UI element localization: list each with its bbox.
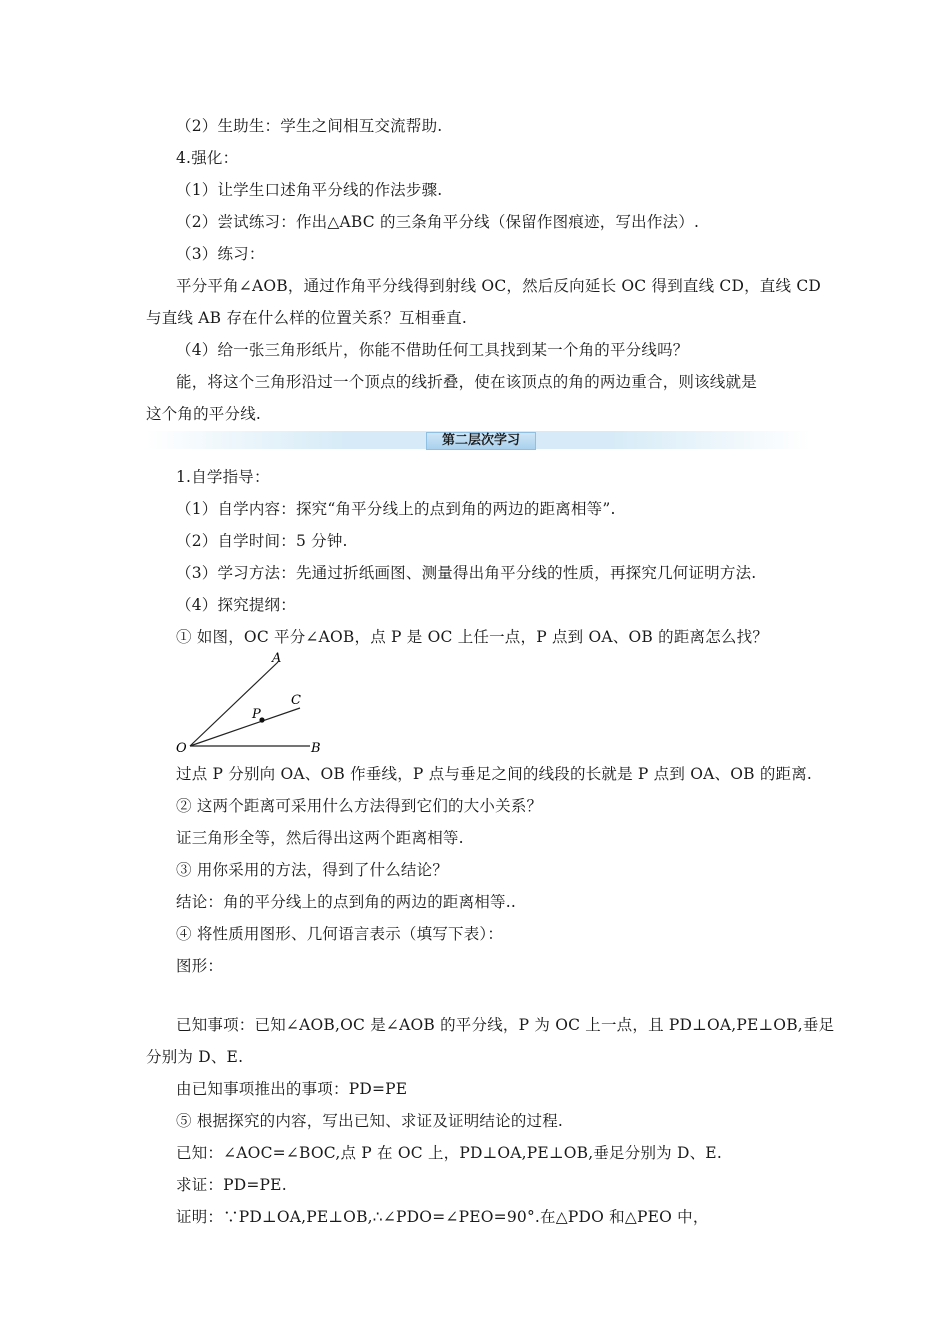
- text-line: 这个角的平分线.: [146, 405, 262, 423]
- section-title: 第二层次学习: [426, 432, 536, 450]
- label-c: C: [291, 693, 301, 708]
- angle-bisector-figure: [170, 648, 340, 758]
- text-line: 求证：PD=PE.: [176, 1176, 287, 1194]
- ray-oa: [190, 662, 278, 746]
- text-line: （1）自学内容：探究“角平分线上的点到角的两边的距离相等”.: [176, 500, 616, 518]
- text-line: （1）让学生口述角平分线的作法步骤.: [176, 181, 443, 199]
- text-line: ① 如图，OC 平分∠AOB，点 P 是 OC 上任一点，P 点到 OA、OB 的距离怎么找？: [176, 628, 769, 646]
- text-line: 已知：∠AOC=∠BOC,点 P 在 OC 上，PD⊥OA,PE⊥OB,垂足分别为 D、E.: [176, 1144, 722, 1162]
- text-line: 证明：∵PD⊥OA,PE⊥OB,∴∠PDO=∠PEO=90°.在△PDO 和△PEO 中，: [176, 1208, 709, 1226]
- label-o: O: [176, 741, 187, 756]
- label-b: B: [311, 741, 321, 756]
- label-a: A: [272, 651, 282, 666]
- text-line: （2）自学时间：5 分钟.: [176, 532, 348, 550]
- ray-oc: [190, 708, 300, 746]
- text-line: 过点 P 分别向 OA、OB 作垂线，P 点与垂足之间的线段的长就是 P 点到 OA、OB 的距离.: [176, 765, 813, 783]
- text-line: （4）给一张三角形纸片，你能不借助任何工具找到某一个角的平分线吗？: [176, 341, 689, 359]
- text-line: 证三角形全等，然后得出这两个距离相等.: [176, 829, 464, 847]
- text-line: 1.自学指导：: [176, 468, 270, 486]
- text-line: ⑤ 根据探究的内容，写出已知、求证及证明结论的过程.: [176, 1112, 564, 1130]
- text-line: ④ 将性质用图形、几何语言表示（填写下表）：: [176, 925, 504, 943]
- text-line: （2）生助生：学生之间相互交流帮助.: [176, 117, 443, 135]
- text-line: 已知事项：已知∠AOB,OC 是∠AOB 的平分线，P 为 OC 上一点，且 PD⊥OA,PE⊥OB,垂足: [176, 1016, 835, 1034]
- text-line: （3）练习：: [176, 245, 265, 263]
- text-line: 能，将这个三角形沿过一个顶点的线折叠，使在该顶点的角的两边重合，则该线就是: [176, 373, 757, 391]
- text-line: （3）学习方法：先通过折纸画图、测量得出角平分线的性质，再探究几何证明方法.: [176, 564, 757, 582]
- text-line: 图形：: [176, 957, 224, 975]
- text-line: 分别为 D、E.: [146, 1048, 244, 1066]
- text-line: 4.强化：: [176, 149, 239, 167]
- text-line: 与直线 AB 存在什么样的位置关系？互相垂直.: [146, 309, 467, 327]
- text-line: 由已知事项推出的事项：PD=PE: [176, 1080, 408, 1098]
- text-line: ② 这两个距离可采用什么方法得到它们的大小关系？: [176, 797, 543, 815]
- text-line: （4）探究提纲：: [176, 596, 296, 614]
- text-line: 结论：角的平分线上的点到角的两边的距离相等..: [176, 893, 516, 911]
- text-line: 平分平角∠AOB，通过作角平分线得到射线 OC，然后反向延长 OC 得到直线 CD，直线 CD: [176, 277, 822, 295]
- text-line: （2）尝试练习：作出△ABC 的三条角平分线（保留作图痕迹，写出作法）.: [176, 213, 700, 231]
- label-p: P: [252, 707, 261, 722]
- text-line: ③ 用你采用的方法，得到了什么结论？: [176, 861, 449, 879]
